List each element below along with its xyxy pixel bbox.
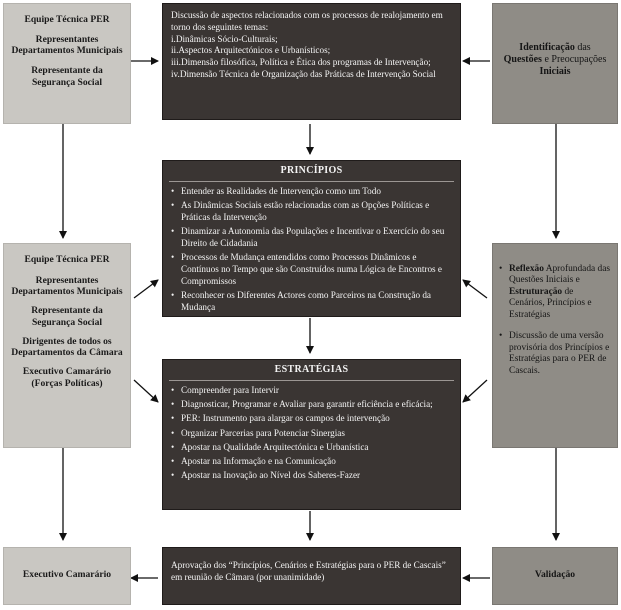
right-mid-box — [492, 243, 618, 448]
estrategias-box — [162, 359, 461, 510]
left-top-line1: Representantes Departamentos Municipais — [11, 33, 123, 57]
right-mid-list — [499, 264, 611, 377]
list-item: • Apostar na Qualidade Arquitectónica e Urbanística — [171, 442, 452, 454]
left-mid-title: Equipe Técnica PER — [24, 254, 110, 265]
estrategias-list — [163, 385, 460, 482]
left-mid-item: Dirigentes de todos os Departamentos da Câmara — [11, 335, 123, 359]
bottom-left-label: Executivo Camarário — [22, 569, 112, 580]
list-item: • Processos de Mudança entendidos como Processos Dinâmicos e Contínuos no Tempo que são Construídos numa Lógica de Encontros e Compromissos — [171, 252, 452, 287]
left-mid-box — [3, 243, 131, 448]
list-item: • Reconhecer os Diferentes Actores como Parceiros na Construção da Mudança — [171, 290, 452, 314]
list-item: • Entender as Realidades de Intervenção como um Todo — [171, 186, 452, 198]
center-top-item: ii.Aspectos Arquitectónicos e Urbanísticos; — [171, 45, 331, 56]
list-item — [499, 264, 611, 321]
bottom-center-text: Aprovação dos “Princípios, Cenários e Estratégias para o PER de Cascais” em reunião de Câmara (por unanimidade) — [171, 560, 446, 582]
left-mid-item: Representantes Departamentos Municipais — [11, 274, 123, 298]
right-top-w4: e Preocupações — [541, 54, 607, 66]
right-top-w3: Questões — [503, 54, 542, 66]
arrow-left-mid-to-estrategias — [134, 380, 158, 402]
arrow-right-mid-to-principios — [463, 280, 487, 298]
center-top-item: iv.Dimensão Técnica de Organização das Práticas de Intervenção Social — [171, 68, 436, 79]
right-top-w5: Iniciais — [539, 66, 571, 78]
list-item: • Apostar na Inovação ao Nível dos Saberes-Fazer — [171, 470, 452, 482]
left-mid-item: Executivo Camarário (Forças Políticas) — [22, 365, 112, 389]
center-top-item: iii.Dimensão filosófica, Política e Ética dos programas de Intervenção; — [171, 57, 431, 68]
left-top-box — [3, 3, 131, 124]
list-item: • Dinamizar a Autonomia das Populações e Incentivar o Exercício do seu Direito de Cidadania — [171, 226, 452, 250]
principios-box — [162, 160, 461, 317]
arrow-right-mid-to-estrategias — [463, 380, 487, 402]
center-top-box — [162, 3, 461, 120]
list-item: • Compreender para Intervir — [171, 385, 452, 397]
list-item: • Organizar Parcerias para Potenciar Sinergias — [171, 428, 452, 440]
estrategias-title: ESTRATÉGIAS — [169, 360, 454, 381]
list-item: • Diagnosticar, Programar e Avaliar para garantir eficiência e eficácia; — [171, 399, 452, 411]
right-mid-b1-bold2: Estruturação — [509, 286, 563, 297]
list-item: • Discussão de uma versão provisória dos Princípios e Estratégias para o PER de Cascais. — [499, 331, 611, 377]
right-mid-b1-b: de Cenários, Princípios e Estratégias — [509, 286, 592, 320]
right-top-w1: Identificação — [519, 42, 575, 53]
bottom-right-box — [492, 547, 618, 605]
left-mid-item: Representante da Segurança Social — [31, 305, 103, 328]
list-item: • Apostar na Informação e na Comunicação — [171, 456, 452, 468]
right-top-w2: das — [574, 42, 591, 53]
right-top-box — [492, 3, 618, 124]
list-item: • As Dinâmicas Sociais estão relacionadas com as Opções Políticas e Práticas da Intervenção — [171, 200, 452, 224]
principios-title: PRINCÍPIOS — [169, 161, 454, 182]
bottom-right-label: Validação — [534, 569, 576, 580]
bottom-center-box — [162, 547, 461, 605]
right-mid-b1-bold: Reflexão — [509, 264, 544, 274]
bottom-left-box — [3, 547, 131, 605]
principios-list — [163, 186, 460, 314]
left-top-line2: Representante da Segurança Social — [31, 65, 103, 88]
left-top-title: Equipe Técnica PER — [24, 14, 110, 25]
center-top-item: i.Dinâmicas Sócio-Culturais; — [171, 33, 278, 44]
list-item: • PER: Instrumento para alargar os campos de intervenção — [171, 413, 452, 425]
arrow-left-mid-to-principios — [134, 280, 158, 298]
center-top-intro: Discussão de aspectos relacionados com os processos de realojamento em torno dos seguintes temas: — [171, 10, 443, 32]
right-mid-b1-a: Aprofundada das Questões Iniciais e — [509, 264, 611, 286]
